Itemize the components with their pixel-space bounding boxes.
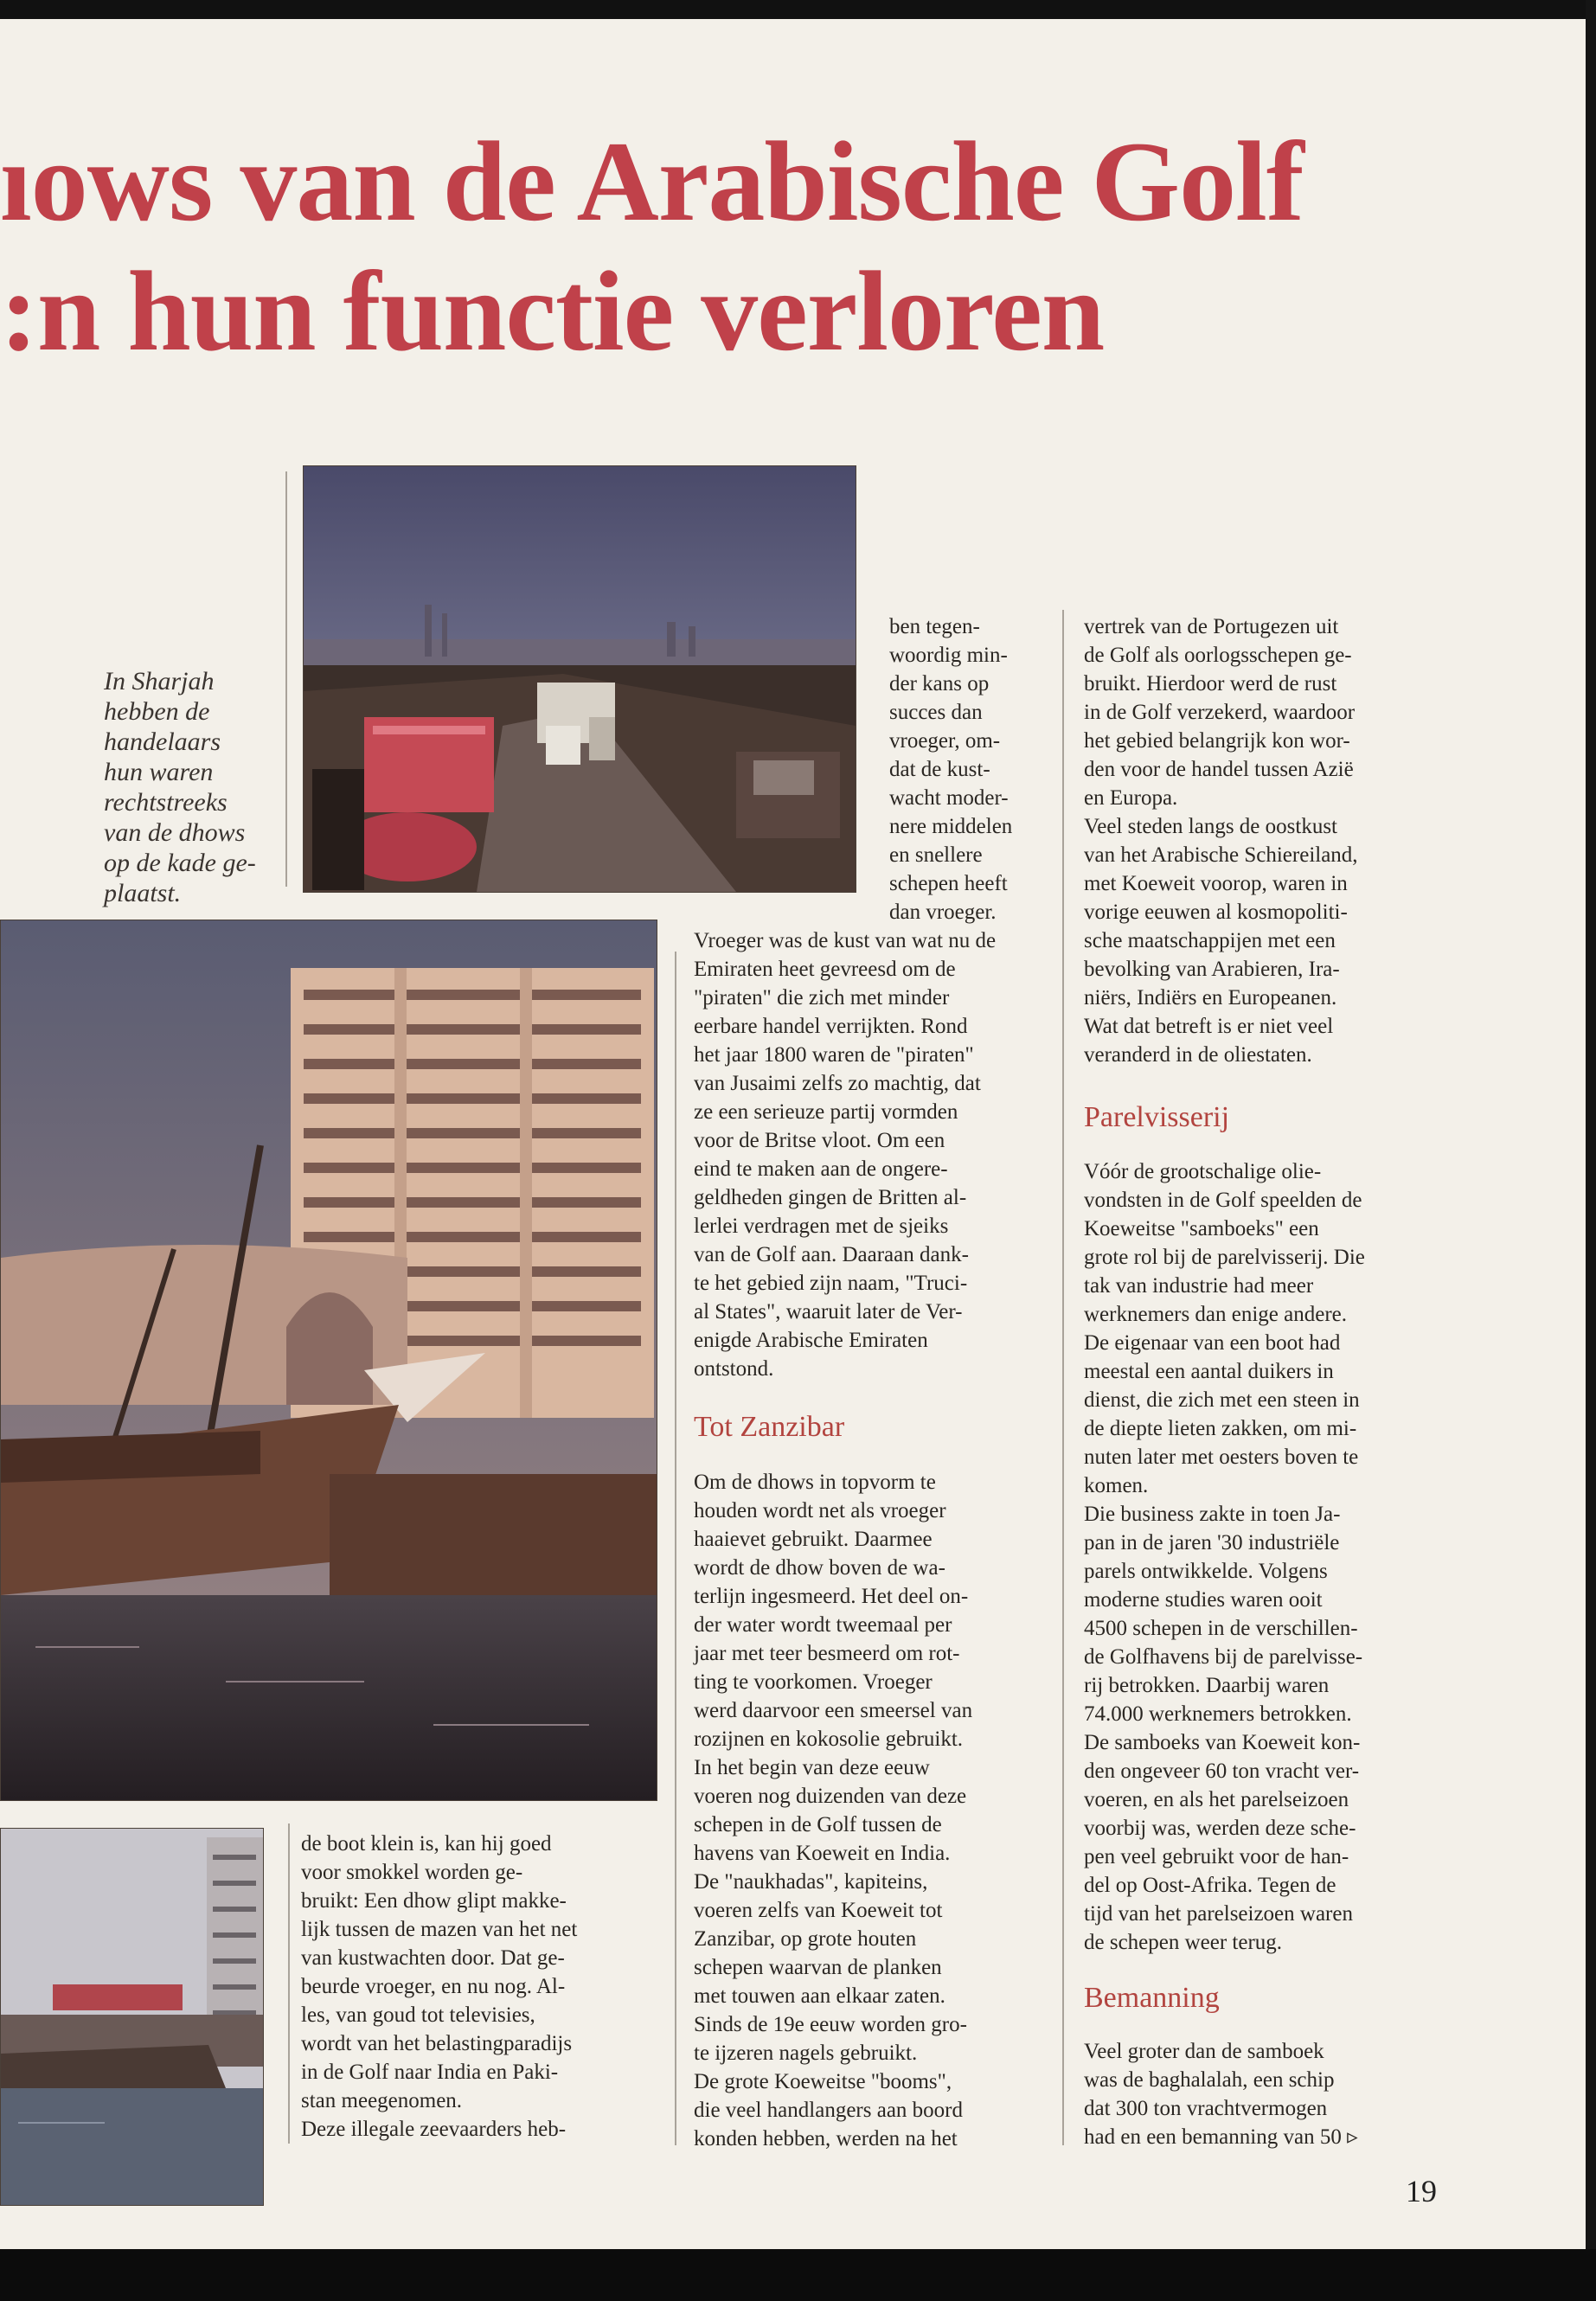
section-heading-parelvisserij: Parelvisserij [1084, 1101, 1230, 1133]
right-text-column-top: vertrek van de Portugezen uit de Golf als oorlogsschepen ge- bruikt. Hierdoor werd de rust in de Golf verzekerd, waardoor het gebied belangrijk kon wor- den voor de handel tussen Azië en Europa. Veel steden langs de oostkust van het Arabische Schiereiland, met Koeweit voorop, waren in vorige eeuwen al kosmopoliti- sche maatschappijen met een bevolking van Arabieren, Ira- niërs, Indiërs en Europeanen. Wat dat betreft is er niet veel veranderd in de oliestaten. [1084, 615, 1358, 1067]
building-dhow-photo [0, 920, 657, 1801]
right-border [1586, 0, 1596, 2301]
middle-text-column-bottom: Om de dhows in topvorm te houden wordt net als vroeger haaievet gebruikt. Daarmee wordt de dhow boven de wa- terlijn ingesmeerd. Het deel on- der water wordt tweemaal per jaar met teer besmeerd om rot- ting te voorkomen. Vroeger werd daarvoor een smeersel van rozijnen en kokosolie gebruikt. In het begin van deze eeuw voeren nog duizenden van deze schepen in de Golf tussen de havens van Koeweit en India. De "naukhadas", kapiteins, voeren zelfs van Koeweit tot Zanzibar, op grote houten schepen waarvan de planken met touwen aan elkaar zaten. Sinds de 19e eeuw worden gro- te ijzeren nagels gebruikt. De grote Koeweitse "booms", die veel handlangers aan boord konden hebben, werden na het [694, 1471, 973, 2150]
middle-text-column-top: Vroeger was de kust van wat nu de Emiraten heet gevreesd om de "piraten" die zich met minder eerbare handel verrijkten. Rond het jaar 1800 waren de "piraten" van Jusaimi zelfs zo machtig, dat ze een serieuze partij vormden voor de Britse vloot. Om een eind te maken aan de ongere- geldheden gingen de Britten al- lerlei verdragen met de sjeiks van de Golf aan. Daaraan dank- te het gebied zijn naam, "Truci- al States", waaruit later de Ver- enigde Arabische Emiraten ontstond. [694, 929, 997, 1381]
right-text-column-bottom: Veel groter dan de samboek was de baghalalah, een schip dat 300 ton vrachtvermogen had en een bemanning van 50 ▹ [1084, 2040, 1358, 2149]
article-title-line-2: :n hun functie verloren [0, 247, 1105, 375]
narrow-text-column: ben tegen- woordig min- der kans op succes dan vroeger, om- dat de kust- wacht moder- nere middelen en snellere schepen heeft dan vroeger. [889, 615, 1013, 924]
harbour-tower-photo [0, 1828, 264, 2206]
photo-caption: In Sharjah hebben de handelaars hun waren rechtstreeks van de dhows op de kade ge- plaatst. [104, 667, 256, 907]
left-text-column-bottom: de boot klein is, kan hij goed voor smokkel worden ge- bruikt: Een dhow glipt makke- lijk tussen de mazen van het net van kustwachten door. Dat ge- beurde vroeger, en nu nog. Al- les, van goud tot televisies, wordt van het belastingparadijs in de Golf naar India en Paki- stan meegenomen. Deze illegale zeevaarders heb- [301, 1832, 578, 2141]
column-rule [675, 952, 676, 2145]
column-rule [285, 471, 287, 887]
column-rule [288, 1823, 290, 2144]
top-border [0, 0, 1596, 19]
right-text-column-middle: Vóór de grootschalige olie- vondsten in de Golf speelden de Koeweitse "samboeks" een grote rol bij de parelvisserij. Die tak van industrie had meer werknemers dan enige andere. De eigenaar van een boot had meestal een aantal duikers in dienst, die zich met een steen in de diepte lieten zakken, om mi- nuten later met oesters boven te komen. Die business zakte in toen Ja- pan in de jaren '30 industriële parels ontwikkelde. Volgens moderne studies waren ooit 4500 schepen in de verschillen- de Golfhavens bij de parelvisse- rij betrokken. Daarbij waren 74.000 werknemers betrokken. De samboeks van Koeweit kon- den ongeveer 60 ton vracht ver- voeren, en als het parelseizoen voorbij was, werden deze sche- pen veel gebruikt voor de han- del op Oost-Afrika. Tegen de tijd van het parelseizoen waren de schepen weer terug. [1084, 1160, 1365, 1954]
column-rule [1062, 610, 1064, 2145]
bottom-border [0, 2249, 1596, 2301]
market-quay-photo [303, 465, 856, 893]
section-heading-bemanning: Bemanning [1084, 1982, 1220, 2014]
article-title-line-1: ıows van de Arabische Golf [0, 118, 1304, 245]
section-heading-tot-zanzibar: Tot Zanzibar [694, 1411, 845, 1443]
page-number: 19 [1406, 2174, 1437, 2208]
